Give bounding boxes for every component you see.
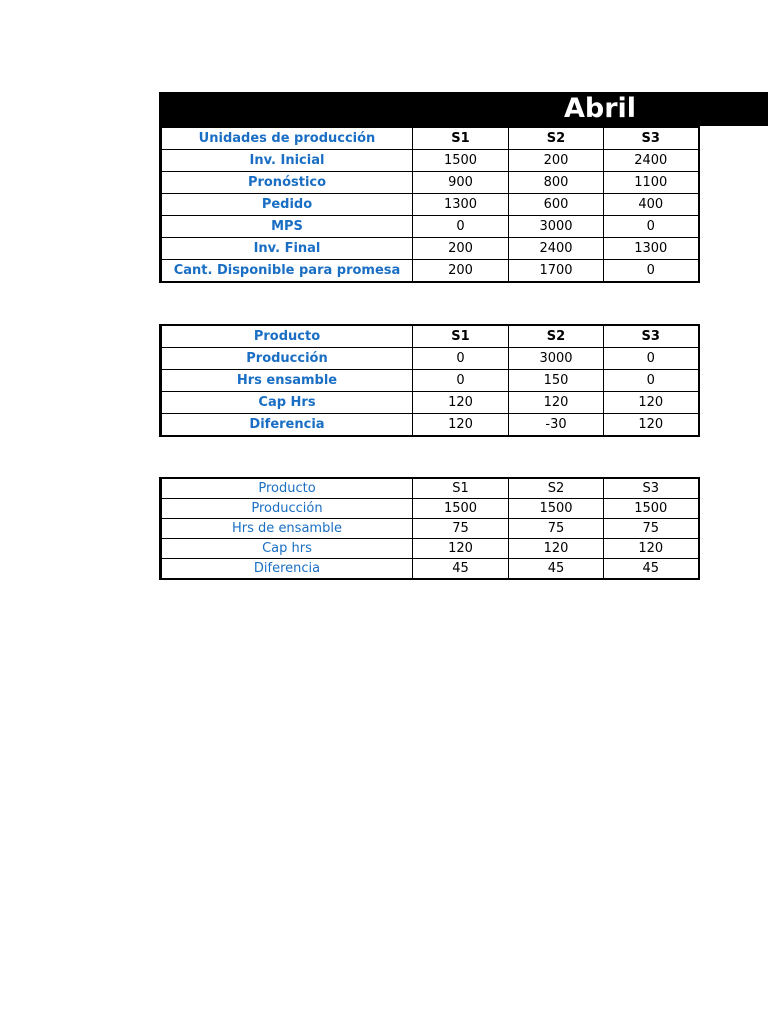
cell-s2: 150	[509, 370, 604, 392]
table-row	[161, 172, 699, 194]
header-s3: S3	[604, 478, 699, 499]
header-s3: S3	[604, 127, 699, 150]
cell-s3: 1500	[604, 499, 699, 519]
cell-s2: 45	[509, 559, 604, 580]
cell-s3: 400	[604, 194, 699, 216]
row-label: MPS	[161, 216, 413, 238]
row-label: Hrs ensamble	[161, 370, 413, 392]
cell-s1: 1300	[413, 194, 509, 216]
cell-s2: 3000	[509, 216, 604, 238]
cell-s3: 0	[604, 370, 699, 392]
cell-s3: 0	[604, 260, 699, 283]
cell-s3: 45	[604, 559, 699, 580]
cell-s3: 0	[604, 348, 699, 370]
row-label: Hrs de ensamble	[161, 519, 413, 539]
cell-s1: 1500	[413, 150, 509, 172]
cell-s2: 200	[509, 150, 604, 172]
cell-s2: 120	[509, 392, 604, 414]
cell-s1: 0	[413, 348, 509, 370]
table-row	[161, 150, 699, 172]
month-banner	[159, 92, 768, 126]
table-row	[161, 216, 699, 238]
capacity-table-regular	[159, 477, 700, 580]
cell-s3: 1300	[604, 238, 699, 260]
cell-s1: 45	[413, 559, 509, 580]
row-label: Diferencia	[161, 414, 413, 437]
cell-s1: 200	[413, 238, 509, 260]
cell-s3: 120	[604, 414, 699, 437]
row-label: Producción	[161, 348, 413, 370]
cell-s1: 1500	[413, 499, 509, 519]
cell-s2: 3000	[509, 348, 604, 370]
row-label: Pedido	[161, 194, 413, 216]
table-row	[161, 238, 699, 260]
cell-s1: 900	[413, 172, 509, 194]
mps-table	[159, 126, 700, 283]
row-label: Diferencia	[161, 559, 413, 580]
capacity-table-bold	[159, 324, 700, 437]
cell-s1: 120	[413, 414, 509, 437]
cell-s3: 120	[604, 539, 699, 559]
table-row	[161, 499, 699, 519]
table-row	[161, 559, 699, 580]
table-row	[161, 260, 699, 283]
table-row	[161, 194, 699, 216]
row-label: Pronóstico	[161, 172, 413, 194]
row-label: Cap hrs	[161, 539, 413, 559]
row-label: Cant. Disponible para promesa	[161, 260, 413, 283]
month-title: Abril	[564, 93, 637, 124]
header-s1: S1	[413, 325, 509, 348]
header-s2: S2	[509, 325, 604, 348]
table-row	[161, 392, 699, 414]
row-label: Inv. Final	[161, 238, 413, 260]
cell-s1: 120	[413, 392, 509, 414]
header-label: Producto	[161, 325, 413, 348]
row-label: Inv. Inicial	[161, 150, 413, 172]
table-header-row	[161, 478, 699, 499]
cell-s1: 0	[413, 216, 509, 238]
cell-s2: -30	[509, 414, 604, 437]
cell-s1: 200	[413, 260, 509, 283]
table-row	[161, 348, 699, 370]
cell-s3: 1100	[604, 172, 699, 194]
table-row	[161, 519, 699, 539]
cell-s3: 2400	[604, 150, 699, 172]
cell-s1: 120	[413, 539, 509, 559]
table-row	[161, 414, 699, 437]
cell-s2: 1700	[509, 260, 604, 283]
cell-s1: 0	[413, 370, 509, 392]
header-s3: S3	[604, 325, 699, 348]
cell-s2: 2400	[509, 238, 604, 260]
table-header-row	[161, 325, 699, 348]
header-label: Producto	[161, 478, 413, 499]
cell-s2: 1500	[509, 499, 604, 519]
cell-s3: 75	[604, 519, 699, 539]
cell-s3: 120	[604, 392, 699, 414]
header-s1: S1	[413, 478, 509, 499]
table-row	[161, 539, 699, 559]
table-row	[161, 370, 699, 392]
cell-s2: 800	[509, 172, 604, 194]
cell-s2: 75	[509, 519, 604, 539]
header-s2: S2	[509, 478, 604, 499]
table-header-row	[161, 127, 699, 150]
header-s1: S1	[413, 127, 509, 150]
row-label: Producción	[161, 499, 413, 519]
header-s2: S2	[509, 127, 604, 150]
header-label: Unidades de producción	[161, 127, 413, 150]
cell-s2: 600	[509, 194, 604, 216]
row-label: Cap Hrs	[161, 392, 413, 414]
cell-s2: 120	[509, 539, 604, 559]
cell-s3: 0	[604, 216, 699, 238]
cell-s1: 75	[413, 519, 509, 539]
